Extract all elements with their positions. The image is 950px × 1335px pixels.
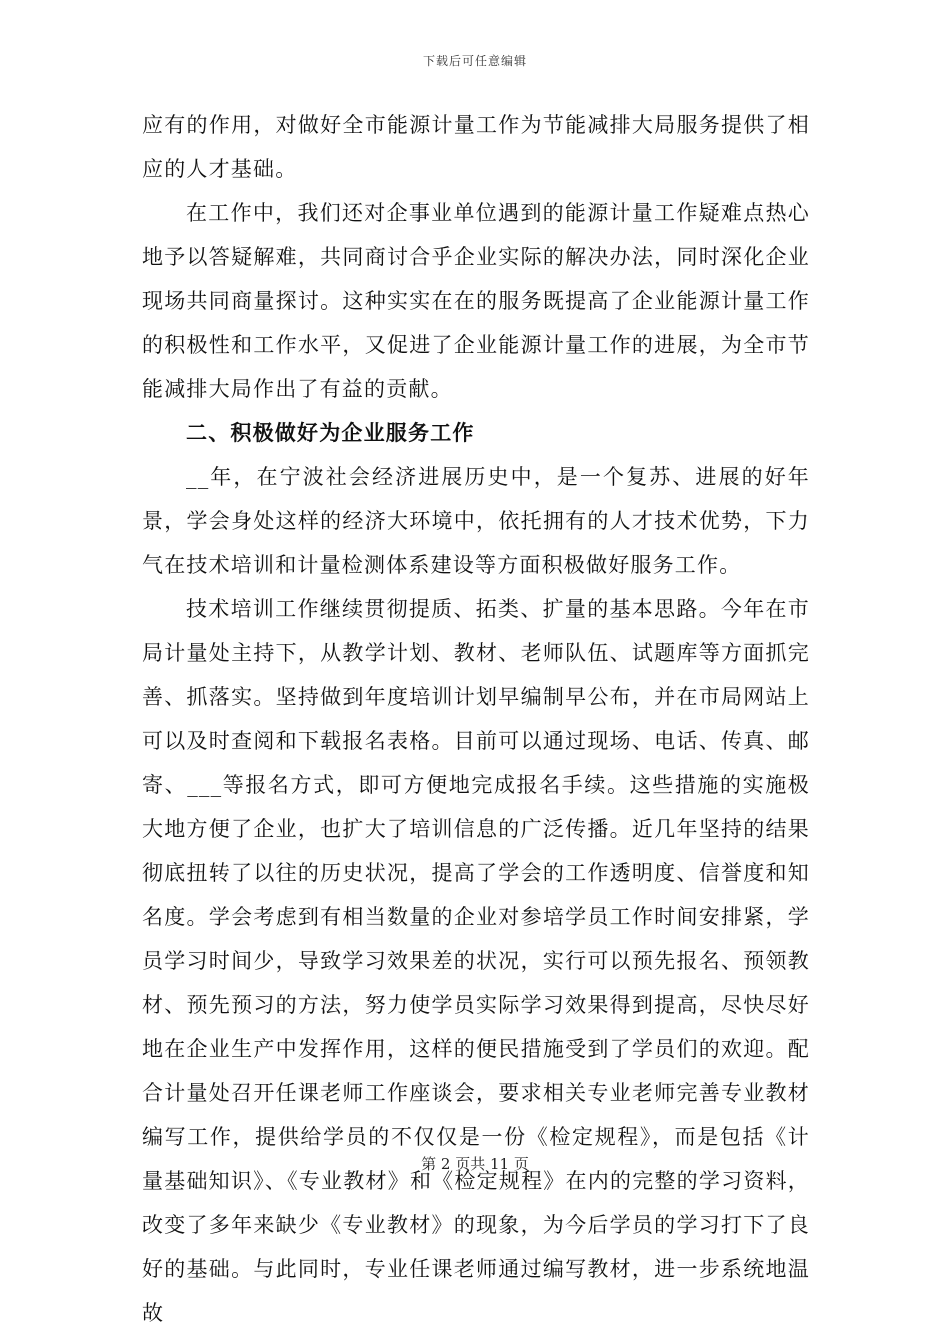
section-heading-2: 二、积极做好为企业服务工作 — [186, 421, 475, 445]
paragraph-1: 应有的作用，对做好全市能源计量工作为节能减排大局服务提供了相应的人才基础。 — [142, 113, 810, 181]
page-header: 下载后可任意编辑 — [422, 54, 527, 68]
paragraph-3: __年，在宁波社会经济进展历史中，是一个复苏、进展的好年景，学会身处这样的经济大环境中，依托拥有的人才技术优势，下力气在技术培训和计量检测体系建设等方面积极做好服务工作。 — [142, 465, 810, 577]
paragraph-2: 在工作中，我们还对企事业单位遇到的能源计量工作疑难点热心地予以答疑解难，共同商讨合乎企业实际的解决办法，同时深化企业现场共同商量探讨。这种实实在在的服务既提高了企业能源计量工作的积极性和工作水平，又促进了企业能源计量工作的进展，为全市节能减排大局作出了有益的贡献。 — [142, 201, 810, 401]
paragraph-4: 技术培训工作继续贯彻提质、拓类、扩量的基本思路。今年在市局计量处主持下，从教学计划、教材、老师队伍、试题库等方面抓完善、抓落实。坚持做到年度培训计划早编制早公布，并在市局网站上可以及时查阅和下载报名表格。目前可以通过现场、电话、传真、邮寄、___等报名方式，即可方便地完成报名手续。这些措施的实施极大地方便了企业，也扩大了培训信息的广泛传播。近几年坚持的结果彻底扭转了以往的历史状况，提高了学会的工作透明度、信誉度和知名度。学会考虑到有相当数量的企业对参培学员工作时间安排紧，学员学习时间少，导致学习效果差的状况，实行可以预先报名、预领教材、预先预习的方法，努力使学员实际学习效果得到提高，尽快尽好地在企业生产中发挥作用，这样的便民措施受到了学员们的欢迎。配合计量处召开任课老师工作座谈会，要求相关专业老师完善专业教材编写工作，提供给学员的不仅仅是一份《检定规程》，而是包括《计量基础知识》、《专业教材》和《检定规程》在内的完整的学习资料，改变了多年来缺少《专业教材》的现象，为今后学员的学习打下了良好的基础。与此同时，专业任课老师通过编写教材，进一步系统地温故 — [142, 597, 810, 1325]
page-footer: 第 2 页共 11 页 — [421, 1155, 529, 1173]
document-body — [142, 103, 810, 1335]
